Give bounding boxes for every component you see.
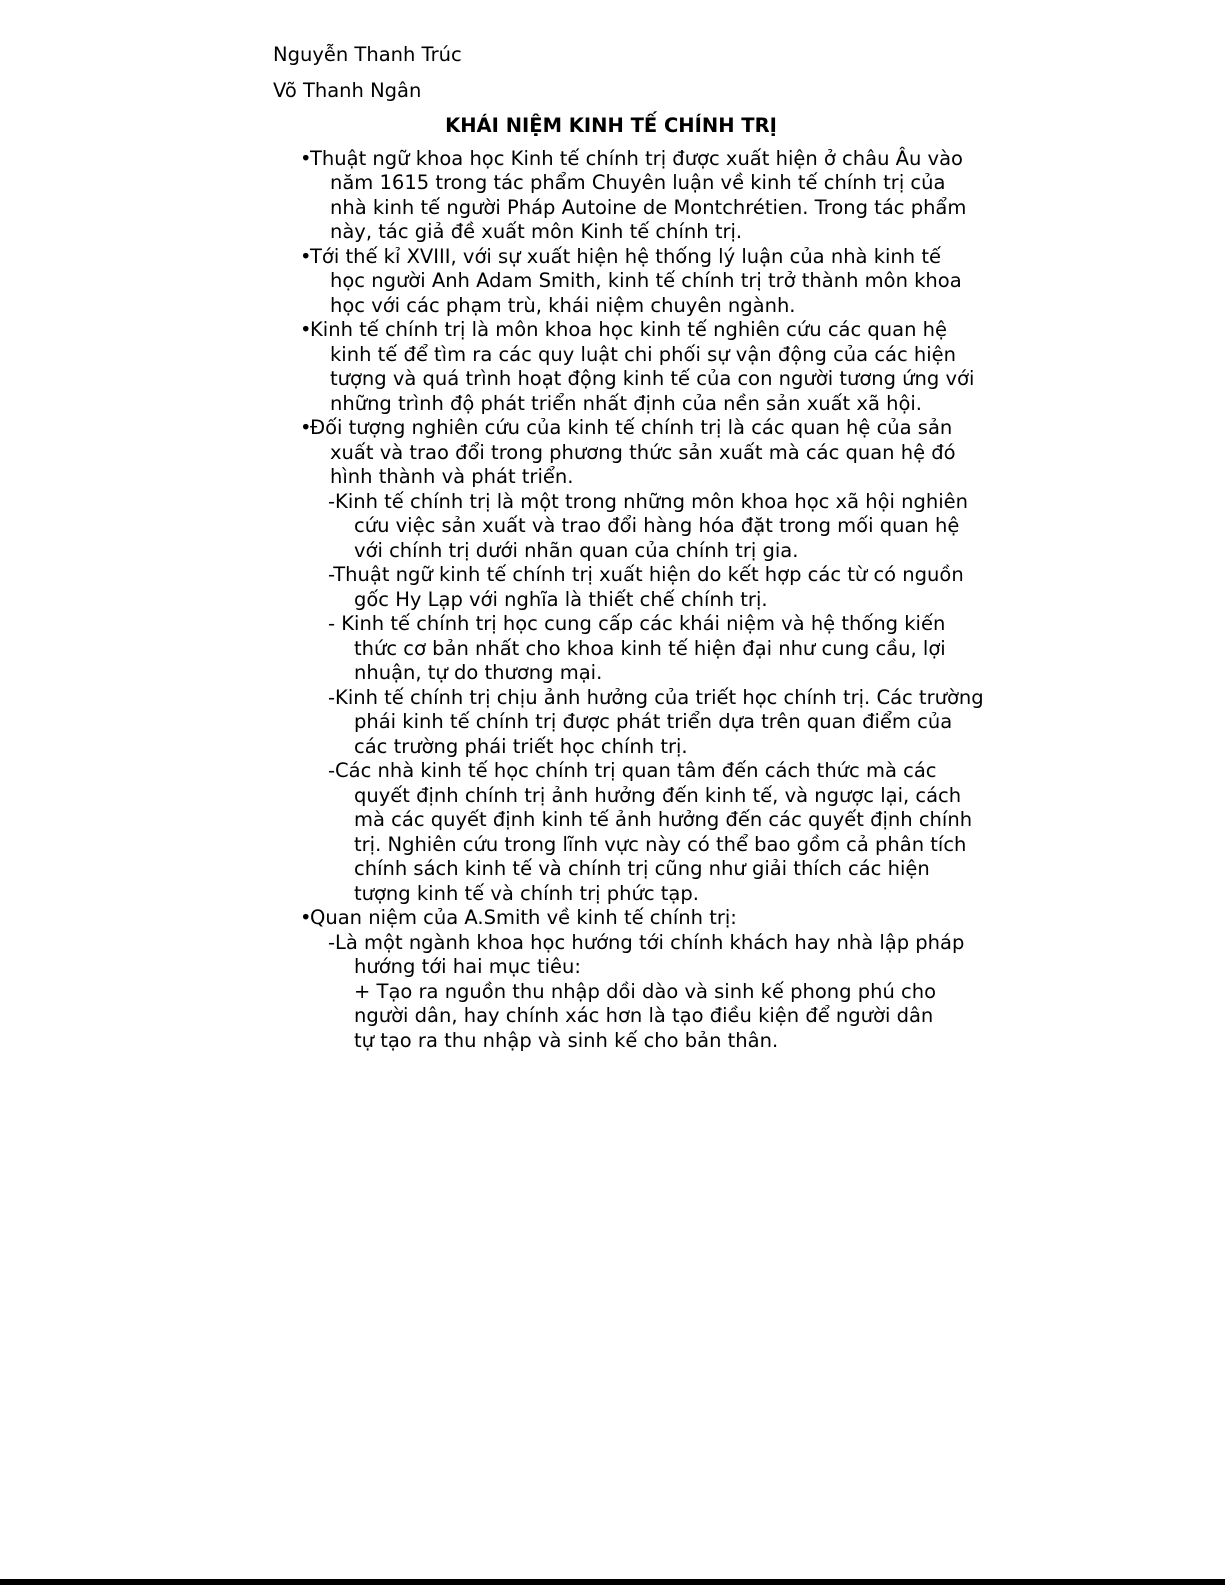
document-body — [273, 42, 984, 1053]
bullet-text: Tới thế kỉ XVIII, với sự xuất hiện hệ thống lý luận của nhà kinh tế học người Anh Adam Smith, kinh tế chính trị trở thành môn khoa học với các phạm trù, khái niệm chuyên ngành. — [310, 244, 962, 317]
bullet-item — [300, 245, 980, 319]
bullet-item — [300, 318, 980, 416]
bullet-icon: • — [300, 146, 312, 170]
content-list — [273, 146, 984, 1054]
page-bottom-border — [0, 1579, 1225, 1585]
bullet-text: Thuật ngữ khoa học Kinh tế chính trị được xuất hiện ở châu Âu vào năm 1615 trong tác phẩm Chuyên luận về kinh tế chính trị của nhà kinh tế người Pháp Autoine de Montchrétien. Trong tác phẩm này, tác giả đề xuất môn Kinh tế chính trị. — [310, 146, 967, 243]
sub-item: -Kinh tế chính trị chịu ảnh hưởng của triết học chính trị. Các trường phái kinh tế chính trị được phát triển dựa trên quan điểm của các trường phái triết học chính trị. — [328, 685, 984, 758]
goal-item: + Tạo ra nguồn thu nhập dồi dào và sinh kế phong phú cho người dân, hay chính xác hơn là tạo điều kiện để người dân tự tạo ra thu nhập và sinh kế cho bản thân. — [354, 979, 937, 1052]
bullet-item — [300, 416, 980, 490]
bullet-item — [300, 906, 980, 931]
bullet-text: Quan niệm của A.Smith về kinh tế chính trị: — [310, 906, 737, 929]
bullet-icon: • — [300, 906, 312, 929]
bullet-text: Đối tượng nghiên cứu của kinh tế chính trị là các quan hệ của sản xuất và trao đổi trong phương thức sản xuất mà các quan hệ đó hình thành và phát triển. — [310, 416, 956, 488]
author-name: Nguyễn Thanh Trúc — [273, 43, 462, 66]
author-name: Võ Thanh Ngân — [273, 79, 422, 102]
sub-item: - Kinh tế chính trị học cung cấp các khái niệm và hệ thống kiến thức cơ bản nhất cho khoa kinh tế hiện đại như cung cầu, lợi nhuận, tự do thương mại. — [328, 612, 946, 684]
sub-item: -Kinh tế chính trị là một trong những môn khoa học xã hội nghiên cứu việc sản xuất và trao đổi hàng hóa đặt trong mối quan hệ với chính trị dưới nhãn quan của chính trị gia. — [328, 489, 969, 562]
sub-item: -Các nhà kinh tế học chính trị quan tâm đến cách thức mà các quyết định chính trị ảnh hưởng đến kinh tế, và ngược lại, cách mà các quyết định kinh tế ảnh hưởng đến các quyết định chính trị. Nghiên cứu trong lĩnh vực này có thể bao gồm cả phân tích chính sách kinh tế và chính trị cũng như giải thích các hiện tượng kinh tế và chính trị phức tạp. — [328, 759, 973, 905]
bullet-text: Kinh tế chính trị là môn khoa học kinh tế nghiên cứu các quan hệ kinh tế để tìm ra các quy luật chi phối sự vận động của các hiện tượng và quá trình hoạt động kinh tế của con người tương ứng với những trình độ phát triển nhất định của nền sản xuất xã hội. — [310, 318, 975, 415]
bullet-icon: • — [300, 318, 312, 341]
bullet-icon: • — [300, 244, 312, 268]
document-title: KHÁI NIỆM KINH TẾ CHÍNH TRỊ — [445, 114, 777, 137]
bullet-icon: • — [300, 416, 312, 439]
bullet-item — [300, 147, 980, 245]
sub-item: -Là một ngành khoa học hướng tới chính khách hay nhà lập pháp hướng tới hai mục tiêu: — [328, 930, 965, 978]
sub-item: -Thuật ngữ kinh tế chính trị xuất hiện do kết hợp các từ có nguồn gốc Hy Lạp với nghĩa là thiết chế chính trị. — [328, 563, 964, 611]
